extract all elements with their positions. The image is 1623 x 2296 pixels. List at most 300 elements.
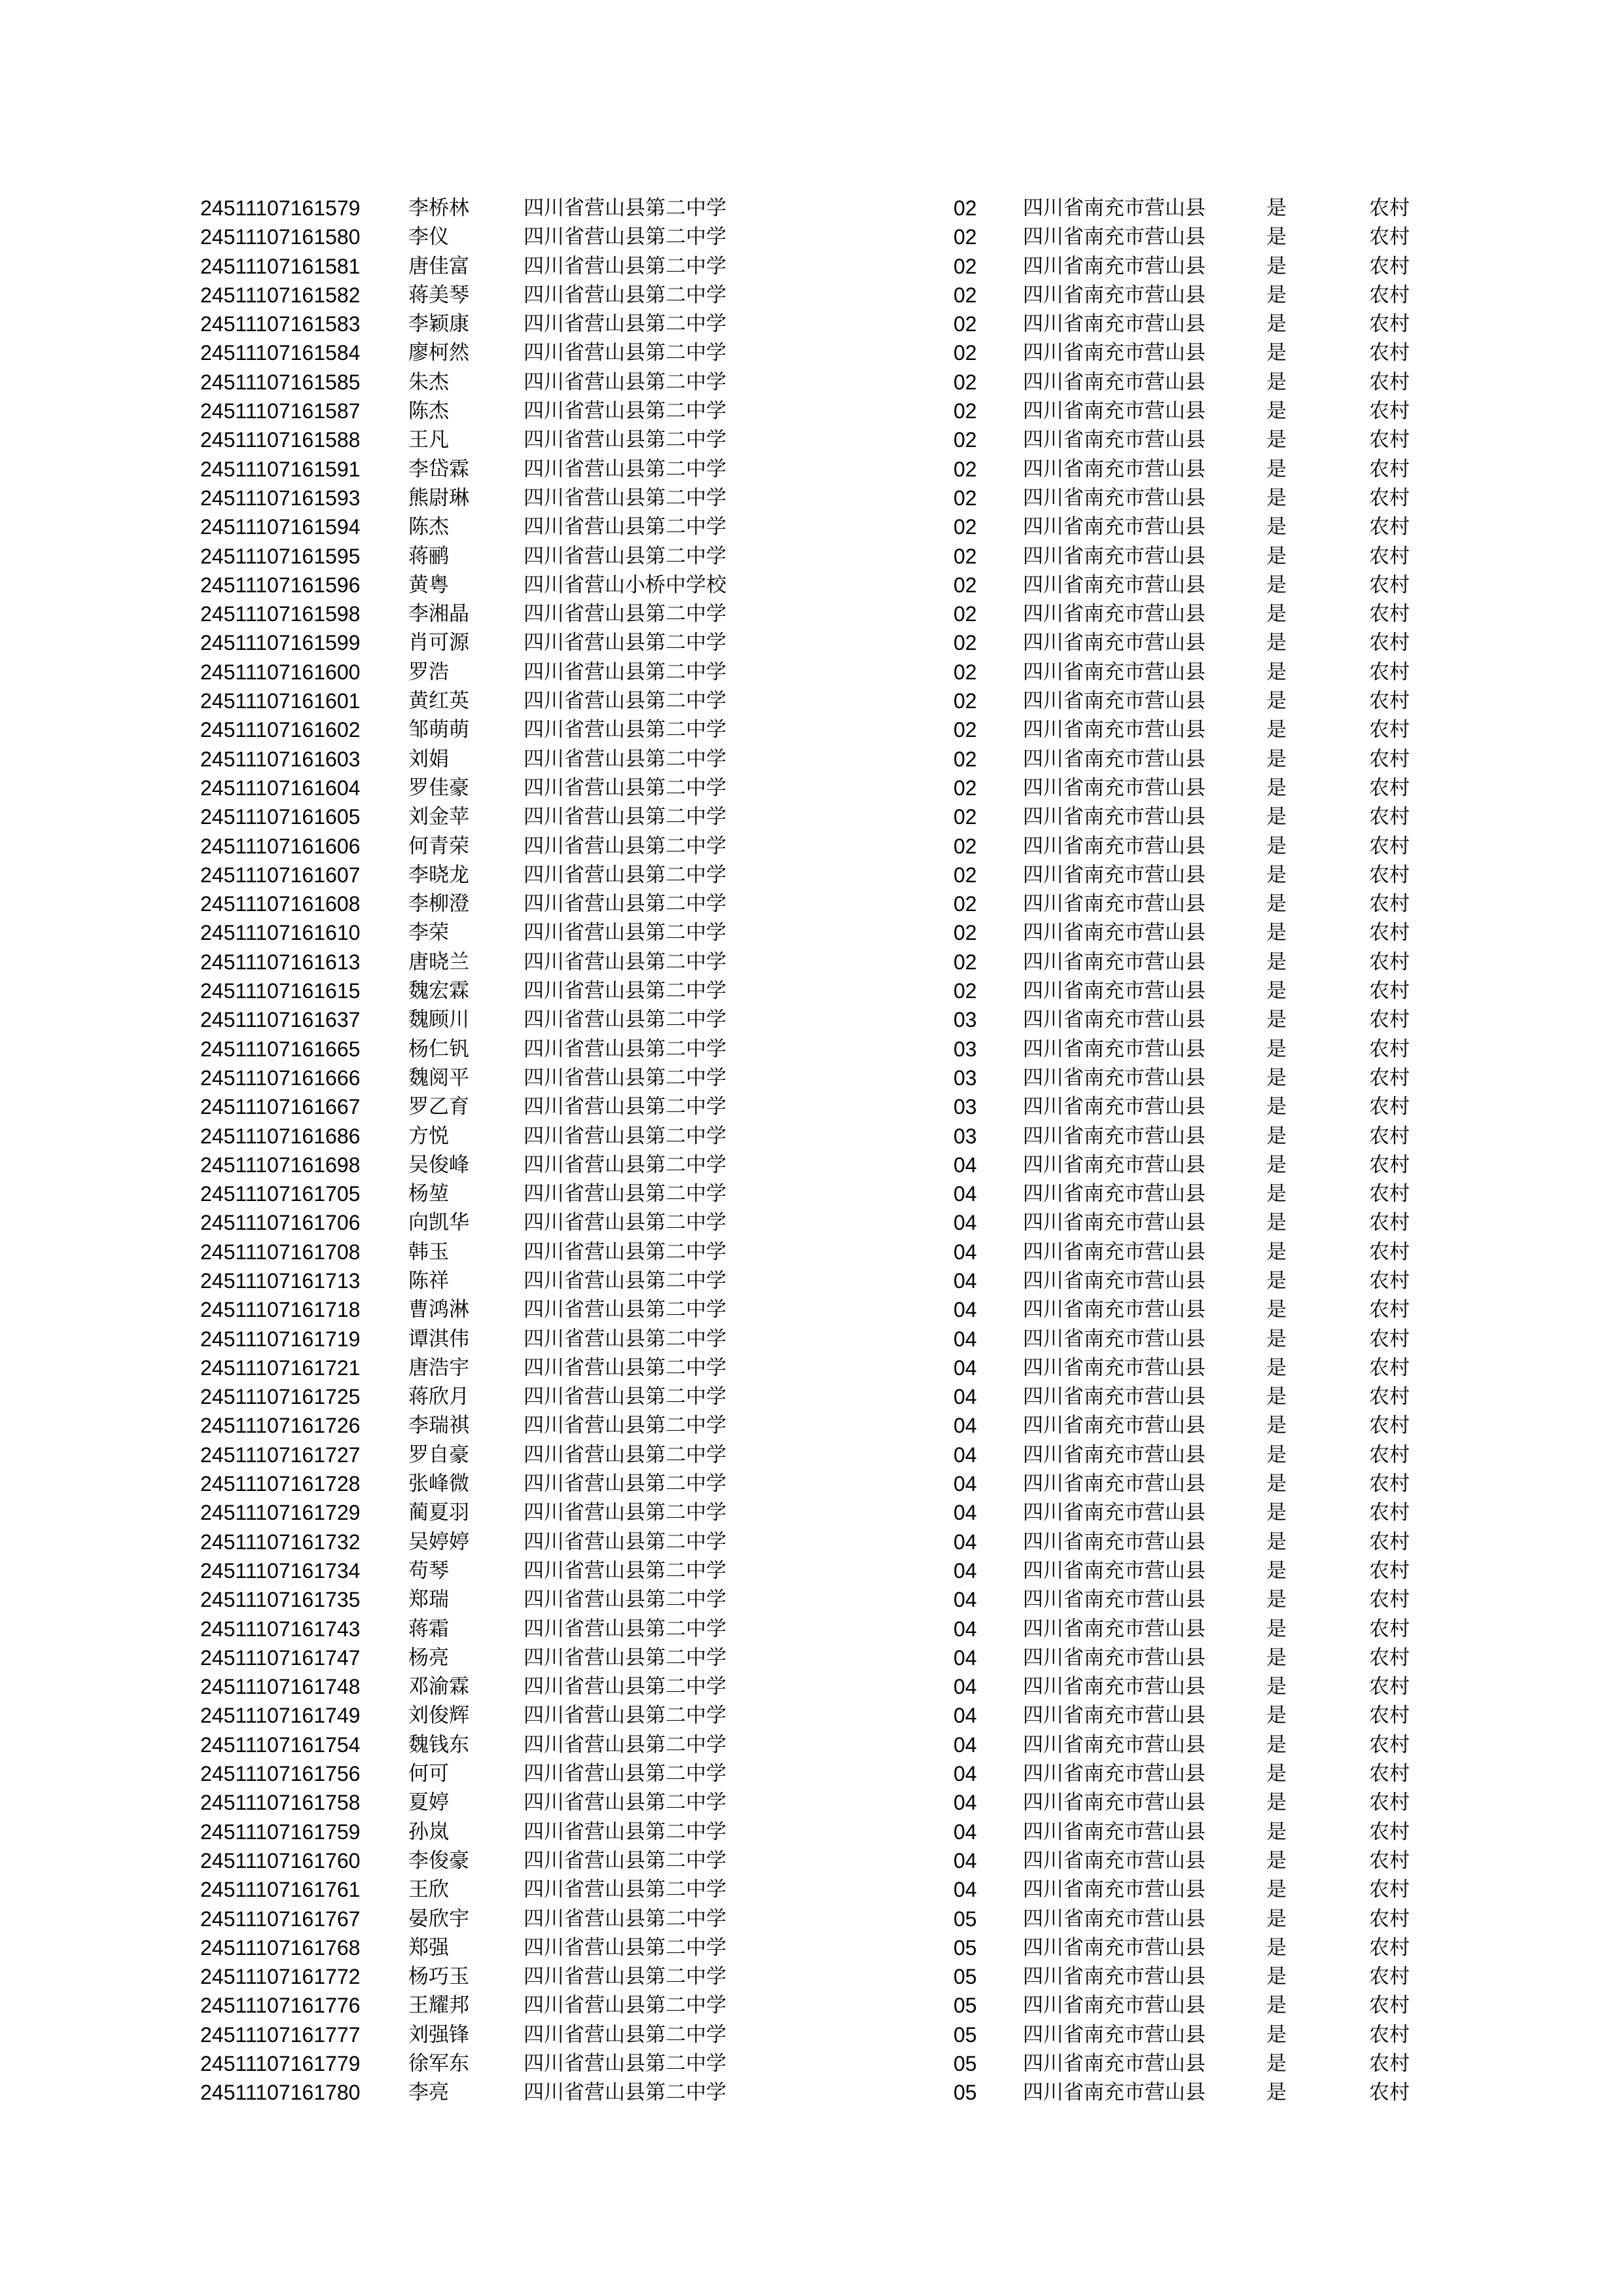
household-type-cell: 农村 (1369, 1558, 1410, 1583)
class-number-cell: 04 (954, 1530, 977, 1554)
school-cell: 四川省营山县第二中学 (524, 341, 726, 365)
household-type-cell: 农村 (1369, 979, 1410, 1003)
class-number-cell: 04 (954, 1298, 977, 1322)
status-flag-cell: 是 (1266, 602, 1287, 626)
region-cell: 四川省南充市营山县 (1023, 1935, 1205, 1960)
region-cell: 四川省南充市营山县 (1023, 457, 1205, 481)
household-type-cell: 农村 (1369, 1848, 1410, 1873)
household-type-cell: 农村 (1369, 631, 1410, 655)
table-row (0, 1672, 1623, 1701)
region-cell: 四川省南充市营山县 (1023, 805, 1205, 829)
class-number-cell: 02 (954, 631, 977, 655)
student-name-cell: 罗浩 (408, 660, 449, 684)
status-flag-cell: 是 (1266, 1327, 1287, 1351)
status-flag-cell: 是 (1266, 1037, 1287, 1061)
class-number-cell: 04 (954, 1704, 977, 1728)
student-id-cell: 24511107161780 (200, 2081, 361, 2105)
school-cell: 四川省营山县第二中学 (524, 1124, 726, 1148)
region-cell: 四川省南充市营山县 (1023, 486, 1205, 510)
table-row (0, 889, 1623, 918)
class-number-cell: 02 (954, 283, 977, 307)
table-row (0, 628, 1623, 657)
school-cell: 四川省营山县第二中学 (524, 689, 726, 713)
region-cell: 四川省南充市营山县 (1023, 1037, 1205, 1061)
status-flag-cell: 是 (1266, 341, 1287, 365)
table-row (0, 1122, 1623, 1151)
region-cell: 四川省南充市营山县 (1023, 1182, 1205, 1206)
school-cell: 四川省营山县第二中学 (524, 1182, 726, 1206)
region-cell: 四川省南充市营山县 (1023, 399, 1205, 423)
region-cell: 四川省南充市营山县 (1023, 1501, 1205, 1525)
class-number-cell: 04 (954, 1182, 977, 1206)
household-type-cell: 农村 (1369, 457, 1410, 481)
student-id-cell: 24511107161600 (200, 660, 361, 684)
class-number-cell: 04 (954, 1762, 977, 1786)
household-type-cell: 农村 (1369, 1878, 1410, 1902)
student-name-cell: 刘俊辉 (408, 1704, 469, 1728)
class-number-cell: 03 (954, 1008, 977, 1032)
student-id-cell: 24511107161754 (200, 1732, 361, 1757)
region-cell: 四川省南充市营山县 (1023, 776, 1205, 800)
student-name-cell: 邓渝霖 (408, 1675, 469, 1699)
student-name-cell: 蒋霜 (408, 1617, 449, 1641)
region-cell: 四川省南充市营山县 (1023, 1008, 1205, 1032)
status-flag-cell: 是 (1266, 1820, 1287, 1844)
household-type-cell: 农村 (1369, 341, 1410, 365)
household-type-cell: 农村 (1369, 196, 1410, 220)
status-flag-cell: 是 (1266, 2081, 1287, 2105)
region-cell: 四川省南充市营山县 (1023, 1385, 1205, 1409)
table-row (0, 658, 1623, 687)
student-name-cell: 唐晓兰 (408, 950, 469, 974)
region-cell: 四川省南充市营山县 (1023, 631, 1205, 655)
household-type-cell: 农村 (1369, 2052, 1410, 2075)
household-type-cell: 农村 (1369, 1588, 1410, 1612)
student-id-cell: 24511107161713 (200, 1268, 361, 1293)
household-type-cell: 农村 (1369, 1355, 1410, 1380)
student-name-cell: 方悦 (408, 1124, 449, 1148)
school-cell: 四川省营山县第二中学 (524, 1414, 726, 1438)
student-name-cell: 张峰微 (408, 1472, 469, 1496)
student-name-cell: 魏顾川 (408, 1008, 469, 1032)
school-cell: 四川省营山县第二中学 (524, 225, 726, 249)
table-row (0, 745, 1623, 774)
student-id-cell: 24511107161758 (200, 1791, 361, 1815)
student-name-cell: 李荣 (408, 921, 449, 945)
student-name-cell: 王凡 (408, 428, 449, 452)
student-id-cell: 24511107161718 (200, 1298, 361, 1322)
class-number-cell: 04 (954, 1153, 977, 1177)
student-name-cell: 吴俊峰 (408, 1153, 469, 1177)
status-flag-cell: 是 (1266, 892, 1287, 916)
household-type-cell: 农村 (1369, 428, 1410, 452)
table-row (0, 1528, 1623, 1556)
school-cell: 四川省营山县第二中学 (524, 457, 726, 481)
student-name-cell: 孙岚 (408, 1820, 449, 1844)
status-flag-cell: 是 (1266, 225, 1287, 249)
school-cell: 四川省营山县第二中学 (524, 834, 726, 858)
table-row (0, 1615, 1623, 1643)
table-row (0, 223, 1623, 251)
student-name-cell: 杨仁钒 (408, 1037, 469, 1061)
school-cell: 四川省营山县第二中学 (524, 1327, 726, 1351)
student-name-cell: 李桥林 (408, 196, 469, 220)
household-type-cell: 农村 (1369, 1153, 1410, 1177)
region-cell: 四川省南充市营山县 (1023, 689, 1205, 713)
class-number-cell: 02 (954, 370, 977, 394)
household-type-cell: 农村 (1369, 1211, 1410, 1235)
table-row (0, 1759, 1623, 1788)
student-id-cell: 24511107161615 (200, 979, 361, 1003)
household-type-cell: 农村 (1369, 1268, 1410, 1293)
student-name-cell: 李湘晶 (408, 602, 469, 626)
class-number-cell: 02 (954, 312, 977, 336)
household-type-cell: 农村 (1369, 1704, 1410, 1728)
status-flag-cell: 是 (1266, 544, 1287, 568)
status-flag-cell: 是 (1266, 1645, 1287, 1670)
student-name-cell: 蒋鹂 (408, 544, 449, 568)
household-type-cell: 农村 (1369, 921, 1410, 945)
student-id-cell: 24511107161579 (200, 196, 361, 220)
region-cell: 四川省南充市营山县 (1023, 1558, 1205, 1583)
status-flag-cell: 是 (1266, 1965, 1287, 1989)
status-flag-cell: 是 (1266, 1732, 1287, 1757)
student-name-cell: 徐军东 (408, 2052, 469, 2075)
status-flag-cell: 是 (1266, 1355, 1287, 1380)
school-cell: 四川省营山县第二中学 (524, 979, 726, 1003)
class-number-cell: 04 (954, 1240, 977, 1264)
class-number-cell: 04 (954, 1268, 977, 1293)
household-type-cell: 农村 (1369, 1791, 1410, 1815)
class-number-cell: 02 (954, 979, 977, 1003)
school-cell: 四川省营山县第二中学 (524, 515, 726, 539)
household-type-cell: 农村 (1369, 1443, 1410, 1467)
school-cell: 四川省营山县第二中学 (524, 863, 726, 887)
household-type-cell: 农村 (1369, 486, 1410, 510)
table-row (0, 1962, 1623, 1991)
student-name-cell: 王欣 (408, 1878, 449, 1902)
status-flag-cell: 是 (1266, 863, 1287, 887)
class-number-cell: 04 (954, 1588, 977, 1612)
school-cell: 四川省营山县第二中学 (524, 1762, 726, 1786)
student-name-cell: 李柳澄 (408, 892, 469, 916)
student-id-cell: 24511107161721 (200, 1355, 361, 1380)
region-cell: 四川省南充市营山县 (1023, 1675, 1205, 1699)
student-name-cell: 杨巧玉 (408, 1965, 469, 1989)
school-cell: 四川省营山县第二中学 (524, 1530, 726, 1554)
status-flag-cell: 是 (1266, 370, 1287, 394)
student-name-cell: 魏钱东 (408, 1732, 469, 1757)
student-id-cell: 24511107161779 (200, 2052, 361, 2075)
region-cell: 四川省南充市营山县 (1023, 1878, 1205, 1902)
student-name-cell: 邹萌萌 (408, 718, 469, 742)
school-cell: 四川省营山县第二中学 (524, 1153, 726, 1177)
class-number-cell: 03 (954, 1066, 977, 1090)
class-number-cell: 02 (954, 718, 977, 742)
region-cell: 四川省南充市营山县 (1023, 1327, 1205, 1351)
student-id-cell: 24511107161748 (200, 1675, 361, 1699)
region-cell: 四川省南充市营山县 (1023, 1414, 1205, 1438)
status-flag-cell: 是 (1266, 1268, 1287, 1293)
household-type-cell: 农村 (1369, 1095, 1410, 1119)
student-name-cell: 廖柯然 (408, 341, 469, 365)
student-id-cell: 24511107161761 (200, 1878, 361, 1902)
student-id-cell: 24511107161584 (200, 341, 361, 365)
student-id-cell: 24511107161760 (200, 1848, 361, 1873)
student-name-cell: 唐浩宇 (408, 1355, 469, 1380)
table-row (0, 194, 1623, 223)
student-name-cell: 向凯华 (408, 1211, 469, 1235)
region-cell: 四川省南充市营山县 (1023, 1530, 1205, 1554)
status-flag-cell: 是 (1266, 1675, 1287, 1699)
student-id-cell: 24511107161591 (200, 457, 361, 481)
class-number-cell: 04 (954, 1355, 977, 1380)
region-cell: 四川省南充市营山县 (1023, 950, 1205, 974)
student-id-cell: 24511107161581 (200, 254, 361, 278)
student-name-cell: 魏阅平 (408, 1066, 469, 1090)
household-type-cell: 农村 (1369, 1935, 1410, 1960)
household-type-cell: 农村 (1369, 1240, 1410, 1264)
status-flag-cell: 是 (1266, 1211, 1287, 1235)
status-flag-cell: 是 (1266, 1008, 1287, 1032)
region-cell: 四川省南充市营山县 (1023, 747, 1205, 771)
status-flag-cell: 是 (1266, 718, 1287, 742)
class-number-cell: 05 (954, 2081, 977, 2105)
table-row (0, 1238, 1623, 1266)
household-type-cell: 农村 (1369, 1501, 1410, 1525)
student-id-cell: 24511107161759 (200, 1820, 361, 1844)
student-id-cell: 24511107161587 (200, 399, 361, 423)
region-cell: 四川省南充市营山县 (1023, 1153, 1205, 1177)
student-id-cell: 24511107161768 (200, 1935, 361, 1960)
region-cell: 四川省南充市营山县 (1023, 1791, 1205, 1815)
table-row (0, 1731, 1623, 1759)
student-id-cell: 24511107161598 (200, 602, 361, 626)
school-cell: 四川省营山县第二中学 (524, 1066, 726, 1090)
school-cell: 四川省营山县第二中学 (524, 1675, 726, 1699)
table-row (0, 1556, 1623, 1585)
status-flag-cell: 是 (1266, 1240, 1287, 1264)
student-id-cell: 24511107161585 (200, 370, 361, 394)
class-number-cell: 04 (954, 1878, 977, 1902)
table-row (0, 512, 1623, 541)
region-cell: 四川省南充市营山县 (1023, 1907, 1205, 1931)
student-id-cell: 24511107161726 (200, 1414, 361, 1438)
household-type-cell: 农村 (1369, 1994, 1410, 2018)
student-id-cell: 24511107161596 (200, 573, 361, 597)
class-number-cell: 02 (954, 399, 977, 423)
household-type-cell: 农村 (1369, 863, 1410, 887)
student-name-cell: 蒋美琴 (408, 283, 469, 307)
class-number-cell: 02 (954, 747, 977, 771)
region-cell: 四川省南充市营山县 (1023, 1732, 1205, 1757)
table-row (0, 1846, 1623, 1875)
class-number-cell: 02 (954, 689, 977, 713)
table-row (0, 397, 1623, 425)
region-cell: 四川省南充市营山县 (1023, 225, 1205, 249)
class-number-cell: 04 (954, 1675, 977, 1699)
table-row (0, 368, 1623, 397)
household-type-cell: 农村 (1369, 1965, 1410, 1989)
table-row (0, 1411, 1623, 1440)
school-cell: 四川省营山县第二中学 (524, 1617, 726, 1641)
school-cell: 四川省营山县第二中学 (524, 1588, 726, 1612)
household-type-cell: 农村 (1369, 1298, 1410, 1322)
table-row (0, 484, 1623, 512)
household-type-cell: 农村 (1369, 370, 1410, 394)
status-flag-cell: 是 (1266, 1066, 1287, 1090)
class-number-cell: 02 (954, 196, 977, 220)
student-name-cell: 李亮 (408, 2081, 449, 2105)
household-type-cell: 农村 (1369, 1182, 1410, 1206)
student-name-cell: 杨亮 (408, 1645, 449, 1670)
class-number-cell: 04 (954, 1558, 977, 1583)
region-cell: 四川省南充市营山县 (1023, 1472, 1205, 1496)
school-cell: 四川省营山县第二中学 (524, 892, 726, 916)
class-number-cell: 05 (954, 1994, 977, 2018)
table-row (0, 338, 1623, 367)
household-type-cell: 农村 (1369, 1820, 1410, 1844)
class-number-cell: 04 (954, 1820, 977, 1844)
status-flag-cell: 是 (1266, 747, 1287, 771)
status-flag-cell: 是 (1266, 2022, 1287, 2047)
roster-table (0, 194, 1623, 2108)
student-id-cell: 24511107161608 (200, 892, 361, 916)
table-row (0, 1498, 1623, 1527)
status-flag-cell: 是 (1266, 2052, 1287, 2075)
status-flag-cell: 是 (1266, 515, 1287, 539)
student-name-cell: 韩玉 (408, 1240, 449, 1264)
student-name-cell: 罗佳豪 (408, 776, 469, 800)
school-cell: 四川省营山县第二中学 (524, 1994, 726, 2018)
region-cell: 四川省南充市营山县 (1023, 370, 1205, 394)
status-flag-cell: 是 (1266, 1414, 1287, 1438)
student-id-cell: 24511107161599 (200, 631, 361, 655)
table-row (0, 1875, 1623, 1904)
status-flag-cell: 是 (1266, 254, 1287, 278)
table-row (0, 600, 1623, 628)
student-name-cell: 刘金苹 (408, 805, 469, 829)
student-id-cell: 24511107161749 (200, 1704, 361, 1728)
status-flag-cell: 是 (1266, 1298, 1287, 1322)
student-id-cell: 24511107161698 (200, 1153, 361, 1177)
status-flag-cell: 是 (1266, 1762, 1287, 1786)
region-cell: 四川省南充市营山县 (1023, 1268, 1205, 1293)
status-flag-cell: 是 (1266, 921, 1287, 945)
household-type-cell: 农村 (1369, 1762, 1410, 1786)
household-type-cell: 农村 (1369, 660, 1410, 684)
table-row (0, 571, 1623, 600)
school-cell: 四川省营山县第二中学 (524, 486, 726, 510)
school-cell: 四川省营山县第二中学 (524, 747, 726, 771)
student-id-cell: 24511107161732 (200, 1530, 361, 1554)
school-cell: 四川省营山县第二中学 (524, 1443, 726, 1467)
table-row (0, 1151, 1623, 1179)
table-row (0, 1905, 1623, 1933)
student-id-cell: 24511107161603 (200, 747, 361, 771)
region-cell: 四川省南充市营山县 (1023, 283, 1205, 307)
table-row (0, 687, 1623, 715)
student-id-cell: 24511107161604 (200, 776, 361, 800)
student-name-cell: 何可 (408, 1762, 449, 1786)
student-id-cell: 24511107161607 (200, 863, 361, 887)
status-flag-cell: 是 (1266, 1994, 1287, 2018)
school-cell: 四川省营山县第二中学 (524, 1935, 726, 1960)
region-cell: 四川省南充市营山县 (1023, 196, 1205, 220)
status-flag-cell: 是 (1266, 1588, 1287, 1612)
region-cell: 四川省南充市营山县 (1023, 863, 1205, 887)
student-name-cell: 陈杰 (408, 399, 449, 423)
table-row (0, 1064, 1623, 1092)
student-id-cell: 24511107161729 (200, 1501, 361, 1525)
household-type-cell: 农村 (1369, 950, 1410, 974)
household-type-cell: 农村 (1369, 1124, 1410, 1148)
school-cell: 四川省营山县第二中学 (524, 1355, 726, 1380)
region-cell: 四川省南充市营山县 (1023, 341, 1205, 365)
school-cell: 四川省营山县第二中学 (524, 1268, 726, 1293)
household-type-cell: 农村 (1369, 805, 1410, 829)
school-cell: 四川省营山县第二中学 (524, 283, 726, 307)
school-cell: 四川省营山县第二中学 (524, 2081, 726, 2105)
student-id-cell: 24511107161743 (200, 1617, 361, 1641)
status-flag-cell: 是 (1266, 1848, 1287, 1873)
table-row (0, 1643, 1623, 1672)
region-cell: 四川省南充市营山县 (1023, 544, 1205, 568)
table-row (0, 774, 1623, 802)
school-cell: 四川省营山县第二中学 (524, 1095, 726, 1119)
class-number-cell: 03 (954, 1037, 977, 1061)
table-row (0, 425, 1623, 454)
table-row (0, 1005, 1623, 1034)
student-id-cell: 24511107161666 (200, 1066, 361, 1090)
student-id-cell: 24511107161734 (200, 1558, 361, 1583)
status-flag-cell: 是 (1266, 1791, 1287, 1815)
class-number-cell: 04 (954, 1472, 977, 1496)
household-type-cell: 农村 (1369, 747, 1410, 771)
class-number-cell: 02 (954, 544, 977, 568)
table-row (0, 1701, 1623, 1730)
class-number-cell: 02 (954, 602, 977, 626)
student-id-cell: 24511107161776 (200, 1994, 361, 2018)
class-number-cell: 02 (954, 515, 977, 539)
region-cell: 四川省南充市营山县 (1023, 834, 1205, 858)
household-type-cell: 农村 (1369, 225, 1410, 249)
student-id-cell: 24511107161593 (200, 486, 361, 510)
status-flag-cell: 是 (1266, 689, 1287, 713)
status-flag-cell: 是 (1266, 1472, 1287, 1496)
class-number-cell: 04 (954, 1211, 977, 1235)
household-type-cell: 农村 (1369, 544, 1410, 568)
student-id-cell: 24511107161594 (200, 515, 361, 539)
student-id-cell: 24511107161601 (200, 689, 361, 713)
household-type-cell: 农村 (1369, 1617, 1410, 1641)
household-type-cell: 农村 (1369, 1327, 1410, 1351)
table-row (0, 1092, 1623, 1121)
household-type-cell: 农村 (1369, 1414, 1410, 1438)
student-name-cell: 陈杰 (408, 515, 449, 539)
class-number-cell: 04 (954, 1791, 977, 1815)
region-cell: 四川省南充市营山县 (1023, 1848, 1205, 1873)
class-number-cell: 04 (954, 1732, 977, 1757)
school-cell: 四川省营山县第二中学 (524, 1907, 726, 1931)
class-number-cell: 02 (954, 660, 977, 684)
student-name-cell: 熊尉琳 (408, 486, 469, 510)
school-cell: 四川省营山县第二中学 (524, 428, 726, 452)
status-flag-cell: 是 (1266, 631, 1287, 655)
region-cell: 四川省南充市营山县 (1023, 254, 1205, 278)
status-flag-cell: 是 (1266, 1530, 1287, 1554)
table-row (0, 861, 1623, 889)
